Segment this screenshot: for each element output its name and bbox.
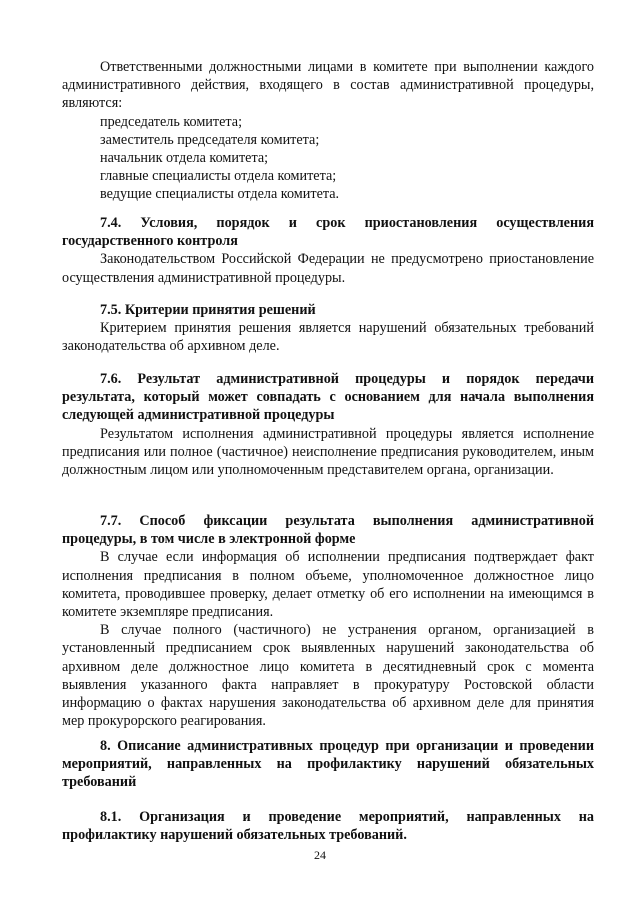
list-item: заместитель председателя комитета; [100, 131, 320, 148]
section-heading: 8.1. Организация и проведение мероприятий, направленных на профилактику нарушений обязательных требований. [62, 809, 594, 844]
section-heading: 7.6. Результат административной процедуры и порядок передачи результата, который может совпадать с основанием для начала выполнения следующей административной процедуры [62, 371, 594, 424]
list-item: главные специалисты отдела комитета; [100, 168, 337, 185]
intro-block [62, 58, 594, 204]
section-heading: 7.7. Способ фиксации результата выполнения административной процедуры, в том числе в электронной форме [62, 513, 594, 548]
section-heading: 7.4. Условия, порядок и срок приостановления осуществления государственного контроля [62, 215, 594, 250]
list-item: начальник отдела комитета; [100, 150, 269, 167]
list-item: председатель комитета; [100, 113, 243, 130]
section-paragraph: В случае если информация об исполнении предписания подтверждает факт исполнения предписания в полном объеме, уполномоченное должностное лицо комитета, проводившее проверку, делает отметку об его исполнении на имеющимся в комитете экземпляре предписания. [62, 549, 594, 621]
section-body: Законодательством Российской Федерации не предусмотрено приостановление осуществления административной процедуры. [62, 251, 594, 286]
section-heading: 7.5. Критерии принятия решений [100, 302, 316, 318]
section-body: Критерием принятия решения является нарушений обязательных требований законодательства об архивном деле. [62, 320, 594, 355]
section-7-6 [62, 370, 594, 479]
section-body: Результатом исполнения административной процедуры является исполнение предписания или полное (частичное) неисполнение предписания руководителем, иным должностным лицом или уполномоченным представителем органа, организации. [62, 425, 594, 479]
list-item: ведущие специалисты отдела комитета. [100, 186, 340, 203]
page-number: 24 [314, 848, 326, 862]
section-8 [62, 737, 594, 792]
section-paragraph: В случае полного (частичного) не устранения органом, организацией в установленный предписанием срок выявленных нарушений законодательства об архивном деле должностное лицо комитета в десятидневный срок с момента выявления указанного факта направляет в прокуратуру Ростовской области информацию о фактах нарушения законодательства об архивном деле для принятия мер прокурорского реагирования. [62, 622, 594, 730]
section-7-7 [62, 512, 594, 730]
intro-paragraph: Ответственными должностными лицами в комитете при выполнении каждого административного действия, входящего в состав административной процедуры, являются: [62, 59, 594, 112]
section-7-5 [62, 301, 594, 356]
section-7-4 [62, 214, 594, 287]
section-heading: 8. Описание административных процедур при организации и проведении мероприятий, направленных на профилактику нарушений обязательных требований [62, 738, 594, 791]
section-8-1 [62, 808, 594, 844]
